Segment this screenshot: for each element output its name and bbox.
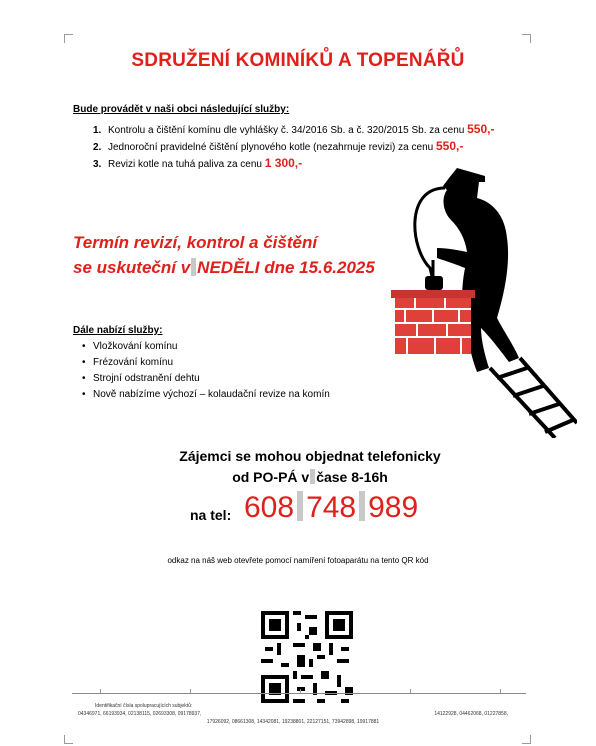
phone-number <box>244 491 418 525</box>
list-item: • Frézování komínu <box>93 357 173 368</box>
phone-part: 748 <box>306 491 357 524</box>
crop-mark-bottom-left <box>64 735 73 744</box>
chimney-sweep-illustration <box>385 168 577 438</box>
text-gap <box>359 491 365 521</box>
brush-icon <box>425 276 443 290</box>
term-date: NEDĚLI dne 15.6.2025 <box>197 258 375 277</box>
service-number: 3. <box>93 159 102 170</box>
text-gap <box>191 258 196 276</box>
ids-line: 14122928, 04462068, 01227858, <box>434 711 508 717</box>
service-price: 550,- <box>435 139 464 153</box>
service-item <box>93 139 463 153</box>
term-prefix: se uskuteční v <box>73 258 191 277</box>
term-line-2 <box>73 258 375 278</box>
ids-line: 17926092, 08661308, 14342081, 19238801, 22127151, 73942898, 19917881 <box>206 719 380 725</box>
service-price: 1 300,- <box>264 156 303 170</box>
phone-part: 608 <box>244 491 295 524</box>
service-item <box>93 156 302 170</box>
ids-line: 04346971, 66193934, 02138115, 02693308, 09178937, <box>78 711 202 717</box>
crop-mark-bottom-right <box>522 735 531 744</box>
qr-note: odkaz na náš web otevřete pomocí namíření fotoaparátu na tento QR kód <box>167 556 429 565</box>
service-number: 1. <box>93 125 102 136</box>
crop-mark-top-right <box>522 34 531 43</box>
tel-label: na tel: <box>190 507 232 523</box>
more-services-label: Dále nabízí služby: <box>73 325 163 336</box>
contact-line-1: Zájemci se mohou objednat telefonicky <box>179 448 441 464</box>
list-item: • Nově nabízíme výchozí – kolaudační revize na komín <box>93 389 330 400</box>
service-text: Kontrolu a čištění komínu dle vyhlášky č. 34/2016 Sb. a č. 320/2015 Sb. za cenu <box>108 125 468 136</box>
service-text: Jednoroční pravidelné čištění plynového kotle (nezahrnuje revizi) za cenu <box>108 142 436 153</box>
service-text: Revizi kotle na tuhá paliva za cenu <box>108 159 265 170</box>
phone-part: 989 <box>368 491 419 524</box>
ids-list <box>78 710 508 726</box>
contact-hours-prefix: od PO-PÁ v <box>232 469 310 485</box>
services-intro: Bude provádět v naši obci následující služby: <box>73 104 290 115</box>
ladder-icon <box>490 358 577 438</box>
service-number: 2. <box>93 142 102 153</box>
list-item: • Strojní odstranění dehtu <box>93 373 200 384</box>
ids-label: Identifikační čísla spolupracujících subjektů: <box>95 703 193 709</box>
qr-code <box>261 611 353 703</box>
contact-hours: čase 8-16h <box>316 469 388 485</box>
brick-chimney-icon <box>391 290 475 354</box>
term-line-1: Termín revizí, kontrol a čištění <box>73 233 318 252</box>
crop-mark-top-left <box>64 34 73 43</box>
contact-line-2 <box>0 469 596 485</box>
text-gap <box>297 491 303 521</box>
service-price: 550,- <box>467 122 495 136</box>
list-item: • Vložkování komínu <box>93 341 178 352</box>
page-title: SDRUŽENÍ KOMINÍKŮ A TOPENÁŘŮ <box>131 50 465 71</box>
text-gap <box>310 469 315 484</box>
service-item <box>93 122 494 136</box>
